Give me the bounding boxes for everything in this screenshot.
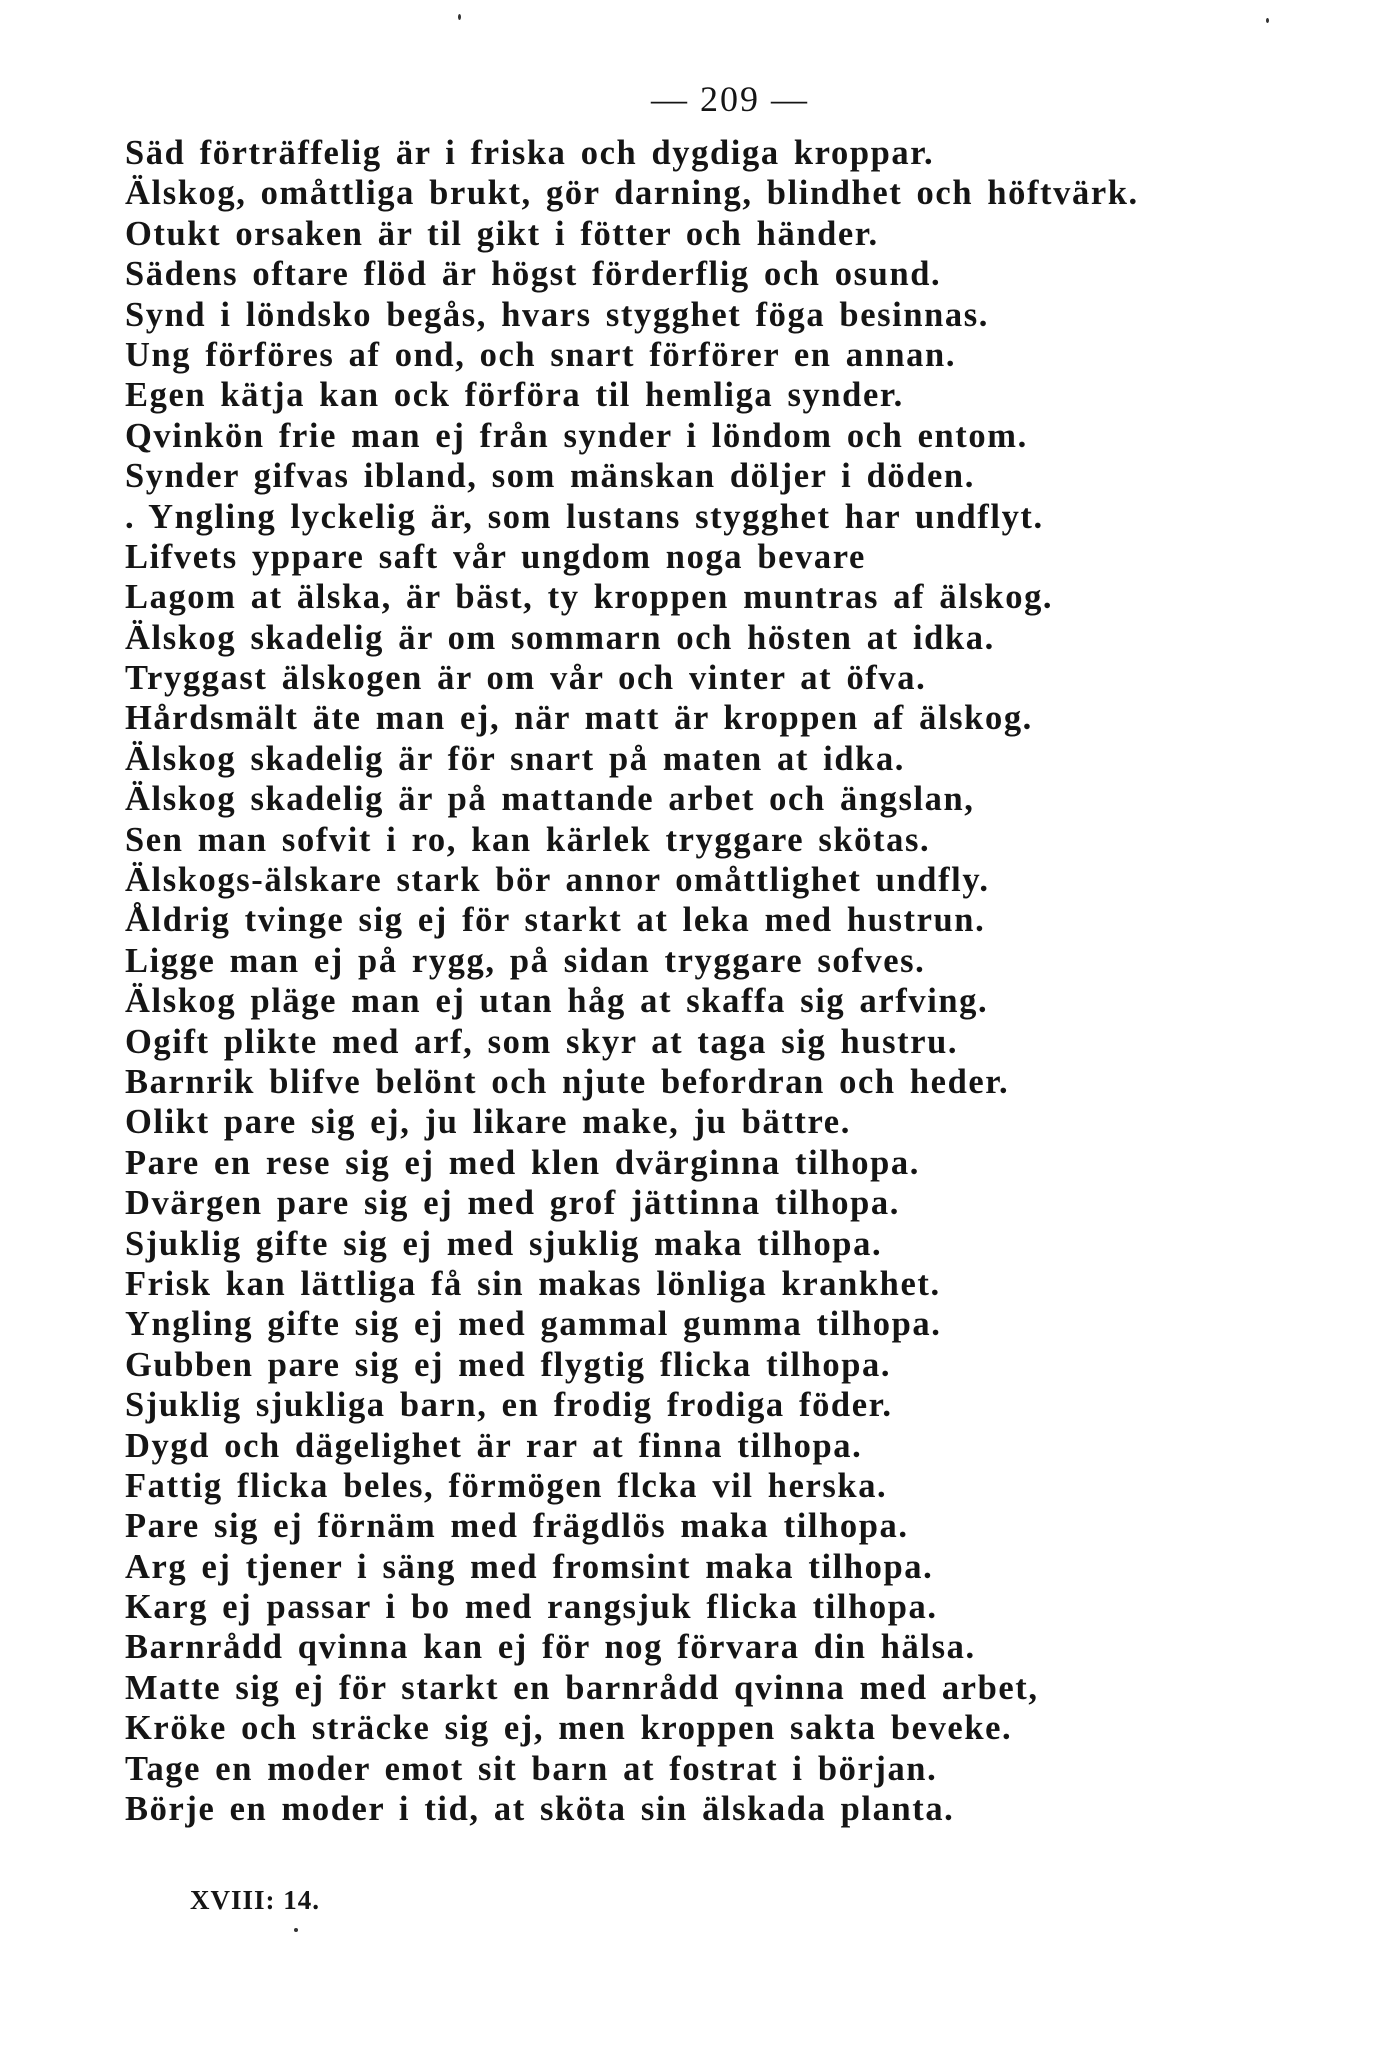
verse-line: Tage en moder emot sit barn at fostrat i början. [125, 1749, 938, 1788]
verse-line: Fattig flicka beles, förmögen flcka vil herska. [125, 1466, 888, 1505]
verse-line: Älskog skadelig är på mattande arbet och ängslan, [125, 780, 975, 819]
scan-speck [458, 14, 461, 20]
verse-line: Lagom at älska, är bäst, ty kroppen muntras af älskog. [125, 578, 1054, 617]
verse-line: Tryggast älskogen är om vår och vinter at öfva. [125, 659, 927, 698]
verse-line: Sen man sofvit i ro, kan kärlek tryggare skötas. [125, 820, 931, 859]
scan-speck [294, 1928, 298, 1932]
verse-line: Älskog skadelig är för snart på maten at idka. [125, 739, 906, 778]
verse-line: Synd i löndsko begås, hvars stygghet föga besinnas. [125, 295, 990, 334]
verse-line: Karg ej passar i bo med rangsjuk flicka tilhopa. [125, 1588, 938, 1627]
verse-line: Egen kätja kan ock förföra til hemliga synder. [125, 376, 904, 415]
verse-line: Dvärgen pare sig ej med grof jättinna tilhopa. [125, 1184, 900, 1223]
verse-line: Barnrik blifve belönt och njute befordran och heder. [125, 1062, 1010, 1101]
verse-line: Kröke och sträcke sig ej, men kroppen sakta beveke. [125, 1709, 1013, 1748]
verse-body [125, 133, 1139, 1829]
verse-line: Dygd och dägelighet är rar at finna tilhopa. [125, 1426, 863, 1465]
verse-line: Älskog pläge man ej utan håg at skaffa sig arfving. [125, 982, 989, 1021]
verse-line: Sjuklig gifte sig ej med sjuklig maka tilhopa. [125, 1224, 883, 1263]
signature-mark: XVIII: 14. [190, 1885, 321, 1915]
verse-line: Älskog, omåttliga brukt, gör darning, blindhet och höftvärk. [125, 174, 1139, 213]
verse-line: Matte sig ej för starkt en barnrådd qvinna med arbet, [125, 1668, 1039, 1707]
verse-line: Gubben pare sig ej med flygtig flicka tilhopa. [125, 1345, 892, 1384]
verse-line: Sjuklig sjukliga barn, en frodig frodiga föder. [125, 1386, 893, 1425]
verse-line: Barnrådd qvinna kan ej för nog förvara din hälsa. [125, 1628, 976, 1667]
verse-line: Älskog skadelig är om sommarn och hösten at idka. [125, 618, 995, 657]
verse-line: Ligge man ej på rygg, på sidan tryggare sofves. [125, 941, 926, 980]
verse-line: Börje en moder i tid, at sköta sin älskada planta. [125, 1790, 955, 1829]
verse-line: Åldrig tvinge sig ej för starkt at leka med hustrun. [125, 901, 986, 940]
verse-line: Frisk kan lättliga få sin makas lönliga krankhet. [125, 1264, 941, 1303]
verse-line: Olikt pare sig ej, ju likare make, ju bättre. [125, 1103, 851, 1142]
verse-line: Synder gifvas ibland, som mänskan döljer i döden. [125, 457, 975, 496]
verse-line: Pare sig ej förnäm med frägdlös maka tilhopa. [125, 1507, 909, 1546]
page-number: — 209 — [651, 79, 809, 119]
verse-line: Hårdsmält äte man ej, när matt är kroppen af älskog. [125, 699, 1033, 738]
verse-line: Älskogs-älskare stark bör annor omåttlighet undfly. [125, 861, 990, 900]
verse-line: Säd förträffelig är i friska och dygdiga kroppar. [125, 134, 935, 172]
verse-line: Lifvets yppare saft vår ungdom noga bevare [125, 537, 866, 576]
verse-line: Qvinkön frie man ej från synder i löndom och entom. [125, 416, 1028, 455]
verse-line: Ung förföres af ond, och snart förförer en annan. [125, 335, 957, 374]
verse-line: Otukt orsaken är til gikt i fötter och händer. [125, 214, 879, 253]
scan-speck [1266, 18, 1269, 23]
verse-line: Sädens oftare flöd är högst förderflig och osund. [125, 255, 942, 294]
verse-line: Yngling gifte sig ej med gammal gumma tilhopa. [125, 1305, 942, 1344]
verse-line: Arg ej tjener i säng med fromsint maka tilhopa. [125, 1547, 934, 1586]
verse-line: Pare en rese sig ej med klen dvärginna tilhopa. [125, 1143, 920, 1182]
verse-line: Ogift plikte med arf, som skyr at taga sig hustru. [125, 1022, 959, 1061]
verse-line: . Yngling lyckelig är, som lustans stygghet har undflyt. [125, 497, 1044, 536]
